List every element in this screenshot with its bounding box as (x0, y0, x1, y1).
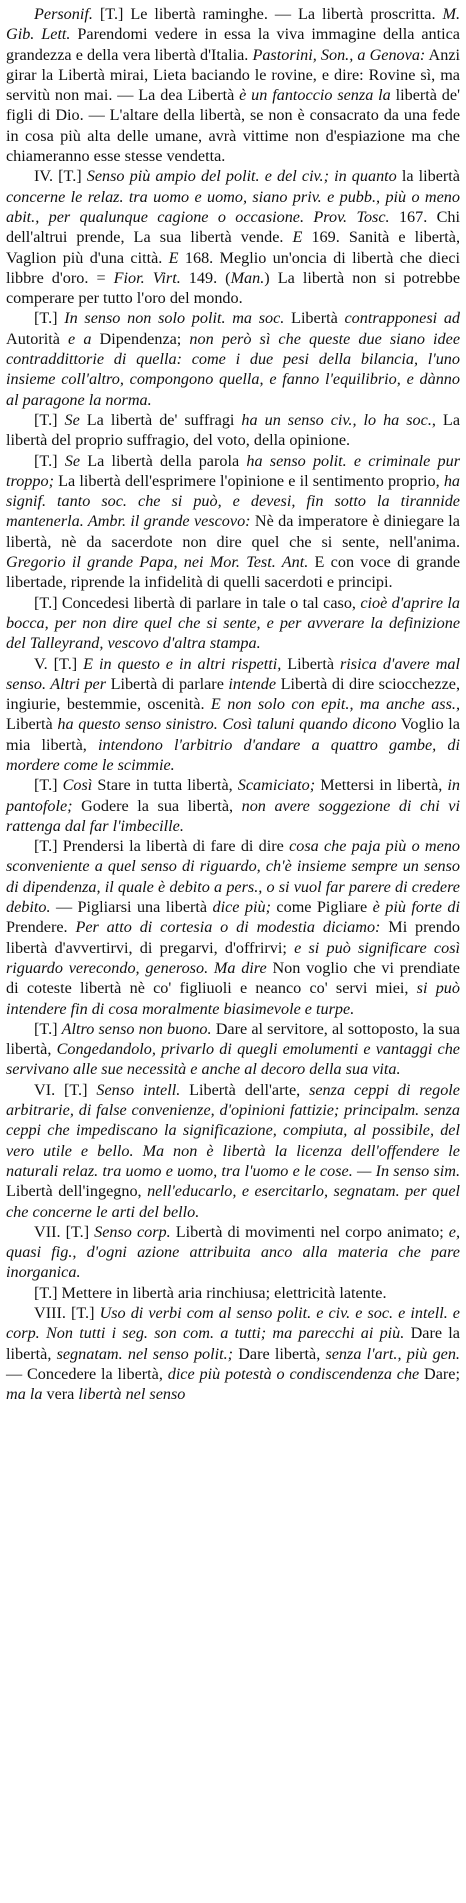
roman-text: Dare al servitore, al sottoposto, la sua libertà, (6, 1019, 460, 1059)
italic-text: senza ceppi di regole arbitrarie, di false convenienze, d'opinioni fattizie; principalm. senza ceppi che impediscano la significazione, compiuta, al possibile, del vero utile e bello. Ma non è libertà la licenza dell'offendere le naturali relaz. tra uomo e uomo, tra l'uomo e le cose. — In senso sim. (6, 1080, 460, 1180)
entry-paragraph-p-suffragi (6, 410, 460, 451)
roman-text: Libertà dell'arte, (180, 1080, 310, 1099)
roman-text: VI. [T.] (34, 1080, 97, 1099)
roman-text: La libertà della parola (80, 451, 247, 470)
roman-text: Mi prendo libertà d'avvertirvi, di pregarvi, d'offrirvi; (6, 918, 460, 957)
roman-text: Dare la libertà, (6, 1324, 460, 1363)
roman-text: 149. ( (180, 268, 231, 287)
roman-text: Mettersi in libertà, (315, 776, 448, 795)
roman-text: Libertà (6, 715, 58, 734)
roman-text: IV. [T.] (34, 167, 87, 186)
roman-text: Libertà dell'ingegno, (6, 1182, 148, 1201)
italic-text: Personif. (34, 5, 93, 23)
roman-text: 167. Chi dell'altrui prende, La sua libertà vende. (6, 207, 461, 247)
italic-text: in pantofole; (6, 776, 460, 815)
italic-text: Man. (230, 268, 265, 287)
roman-text: E con voce di grande libertade, riprende la infidelità di quelli sacerdoti e principi. (6, 553, 461, 592)
italic-text: Senso corp. (94, 1222, 171, 1241)
roman-text: Libertà di parlare (106, 674, 229, 693)
italic-text: non avere soggezione di chi vi rattenga dal far l'imbecille. (6, 796, 460, 835)
italic-text: Così (62, 776, 93, 795)
roman-text: Anzi girar la Libertà mirai, Lieta baciando le rovine, e dire: Rovine sì, ma servitù non mai. — La dea Libertà (6, 45, 461, 105)
italic-text: Fior. Virt. (113, 268, 181, 287)
roman-text: [T.] (34, 309, 65, 328)
italic-text: intende (228, 674, 277, 693)
roman-text: Libertà di movimenti nel corpo animato; (170, 1222, 449, 1241)
italic-text: cioè d'aprire la bocca, per non dire quel che si sente, e per avverare la definizione del Talleyrand, vescovo d'altra stampa. (6, 593, 460, 653)
italic-text: Se (64, 410, 80, 429)
roman-text: [T.] (34, 410, 65, 429)
italic-text: ha un senso civ., lo ha soc. (241, 410, 432, 429)
roman-text: La libertà dell'esprimere l'opinione e il sentimento proprio, (53, 471, 444, 490)
roman-text: Dipendenza; (91, 329, 190, 348)
italic-text: E in questo e in altri rispetti, (83, 654, 282, 673)
italic-text: Altro senso non buono. (61, 1019, 212, 1038)
italic-text: dice più; (212, 898, 271, 917)
italic-text: E non solo con epit., ma anche ass., (210, 695, 460, 714)
italic-text: non però sì che queste due siano idee contraddittorie di quella: come i due pesi della bilancia, l'uno insieme coll'altro, compongono quella, e fanno l'equilibrio, e dànno al paragone la norma. (6, 329, 461, 409)
entry-paragraph-sec-iv (6, 166, 460, 308)
italic-text: segnatam. nel senso polit.; (56, 1344, 234, 1363)
roman-text: Parendomi vedere in essa la viva immagine della antica grandezza e della vera libertà d'Italia. (6, 25, 460, 64)
roman-text: [T.] Prendersi la libertà di fare di dire (34, 837, 290, 856)
entry-paragraph-sec-viii (6, 1303, 460, 1404)
italic-text: Scamiciato; (237, 776, 316, 795)
italic-text: ha questo senso sinistro. Così taluni quando dicono (57, 715, 397, 734)
entry-paragraph-p-contrapponesi (6, 308, 460, 409)
italic-text: risica d'avere mal senso. Altri per (6, 654, 460, 693)
roman-text: Dare; (419, 1364, 460, 1383)
italic-text: nell'educarlo, e esercitarlo, segnatam. per quel che concerne le arti del bello. (6, 1182, 461, 1221)
italic-text: ha signif. tanto soc. che si può, e devesi, fin sotto la tirannide mantenerla. Ambr. il grande vescovo: (6, 471, 460, 531)
roman-text: Non voglio che vi prendiate di coteste libertà nè co' figliuoli e neanco co' servi miei, (6, 958, 460, 998)
italic-text: Senso più ampio del polit. e del civ.; in quanto (86, 167, 397, 186)
italic-text: è più forte di (372, 898, 460, 917)
roman-text: la libertà (396, 167, 460, 186)
italic-text: concerne le relaz. tra uomo e uomo, siano priv. e pubb., più o meno abit., per qualunque cagione o occasione. Prov. Tosc. (6, 187, 460, 226)
entry-paragraph-p-prendersi (6, 836, 460, 1019)
italic-text: Congedandolo, privarlo di quegli emolumenti e vantaggi che servivano alle sue necessità e anche al decoro della sua vita. (6, 1040, 460, 1079)
entry-paragraph-personif (6, 4, 460, 166)
roman-text: 168. Meglio un'oncia di libertà che dieci libbre d'oro. = (6, 248, 460, 287)
italic-text: Se (64, 451, 81, 470)
italic-text: E (292, 228, 303, 247)
italic-text: e, quasi fig., d'ogni azione attribuita anco alla materia che pare inorganica. (6, 1222, 461, 1282)
entry-paragraph-p-parola (6, 451, 460, 593)
italic-text: Per atto di cortesia o di modestia diciamo: (75, 918, 381, 937)
entry-paragraph-sec-vii (6, 1222, 460, 1283)
roman-text: — Concedere la libertà, (6, 1364, 168, 1383)
roman-text: [T.] Concedesi libertà di parlare in tale o tal caso, (34, 593, 361, 612)
italic-text: ma la (6, 1385, 43, 1404)
entry-paragraph-p-cosi (6, 775, 460, 836)
italic-text: In senso non solo polit. ma soc. (64, 309, 285, 328)
entry-paragraph-sec-vi (6, 1080, 460, 1222)
entry-paragraph-p-altro (6, 1019, 460, 1080)
roman-text: V. [T.] (34, 654, 84, 673)
roman-text: Libertà (281, 654, 340, 673)
entry-paragraph-p-mettere (6, 1283, 460, 1303)
entry-paragraph-p-concedesi (6, 593, 460, 654)
italic-text: libertà nel senso (78, 1385, 186, 1404)
roman-text: Libertà (284, 309, 345, 328)
roman-text: Nè da imperatore è diniegare la libertà, nè da sacerdote non dire quel che si sente, nell'anima. (6, 512, 460, 551)
italic-text: e a (68, 329, 92, 348)
roman-text: vera (42, 1385, 79, 1404)
roman-text: [T.] Mettere in libertà aria rinchiusa; elettricità latente. (34, 1283, 387, 1302)
italic-text: dice più potestà o condiscendenza che (167, 1364, 420, 1383)
roman-text: ) La libertà non si potrebbe comperare per tutto l'oro del mondo. (6, 268, 461, 308)
roman-text: Stare in tutta libertà, (92, 776, 238, 795)
italic-text: senza l'art., più gen. (325, 1344, 460, 1363)
italic-text: è un fantoccio senza la (239, 86, 391, 105)
roman-text: VIII. [T.] (34, 1304, 100, 1322)
roman-text: [T.] Le libertà raminghe. — La libertà proscritta. (92, 5, 443, 23)
italic-text: contrapponesi ad (344, 309, 461, 328)
roman-text: Autorità (6, 329, 69, 348)
italic-text: M. Gib. Lett. (6, 5, 460, 44)
roman-text: Voglio la mia libertà, (6, 715, 460, 754)
italic-text: si può intendere fin di cosa moralmente biasimevole e turpe. (6, 979, 460, 1018)
roman-text: come Pigliare (270, 898, 373, 917)
italic-text: intendono l'arbitrio d'andare a quattro gambe, di mordere come le scimmie. (6, 735, 460, 774)
roman-text: libertà de' figli di Dio. — L'altare della libertà, se non è consacrato da una fede in cosa più alta delle umane, avrà vittime non d'espiazione ma che chiameranno esse stesse vendetta. (6, 86, 461, 166)
entry-paragraph-sec-v (6, 654, 460, 776)
roman-text: [T.] (34, 1019, 62, 1038)
italic-text: Senso intell. (96, 1080, 181, 1099)
italic-text: ha senso polit. e criminale pur troppo; (6, 451, 461, 490)
roman-text: Prendere. (6, 918, 76, 937)
roman-text: La libertà de' suffragi (79, 410, 242, 429)
italic-text: Uso di verbi com al senso polit. e civ. e soc. e intell. e corp. Non tutti i seg. son com. a tutti; ma parecchi ai più. (6, 1304, 460, 1343)
roman-text: [T.] (34, 451, 65, 470)
italic-text: Pastorini, Son., a Genova: (252, 45, 426, 64)
roman-text: Dare libertà, (233, 1344, 326, 1363)
italic-text: E (168, 248, 179, 267)
roman-text: 169. Sanità e libertà, Vaglion più d'una città. (6, 228, 460, 267)
roman-text: Godere la sua libertà, (72, 796, 242, 815)
roman-text: Libertà di dire sciocchezze, ingiurie, bestemmie, oscenità. (6, 674, 461, 714)
italic-text: Gregorio il grande Papa, nei Mor. Test. Ant. (6, 553, 309, 572)
roman-text: , La libertà del proprio suffragio, del voto, della opinione. (6, 410, 461, 450)
italic-text: cosa che paja più o meno sconveniente a quel senso di riguardo, ch'è insieme sempre un senso di dipendenza, il quale è debito a pers., o si vuol far parere di credere debito. (6, 837, 460, 917)
roman-text: [T.] (34, 776, 63, 795)
roman-text: — Pigliarsi una libertà (50, 898, 213, 917)
italic-text: e si può significare così riguardo verecondo, generoso. Ma dire (6, 938, 460, 977)
roman-text: VII. [T.] (34, 1222, 95, 1241)
